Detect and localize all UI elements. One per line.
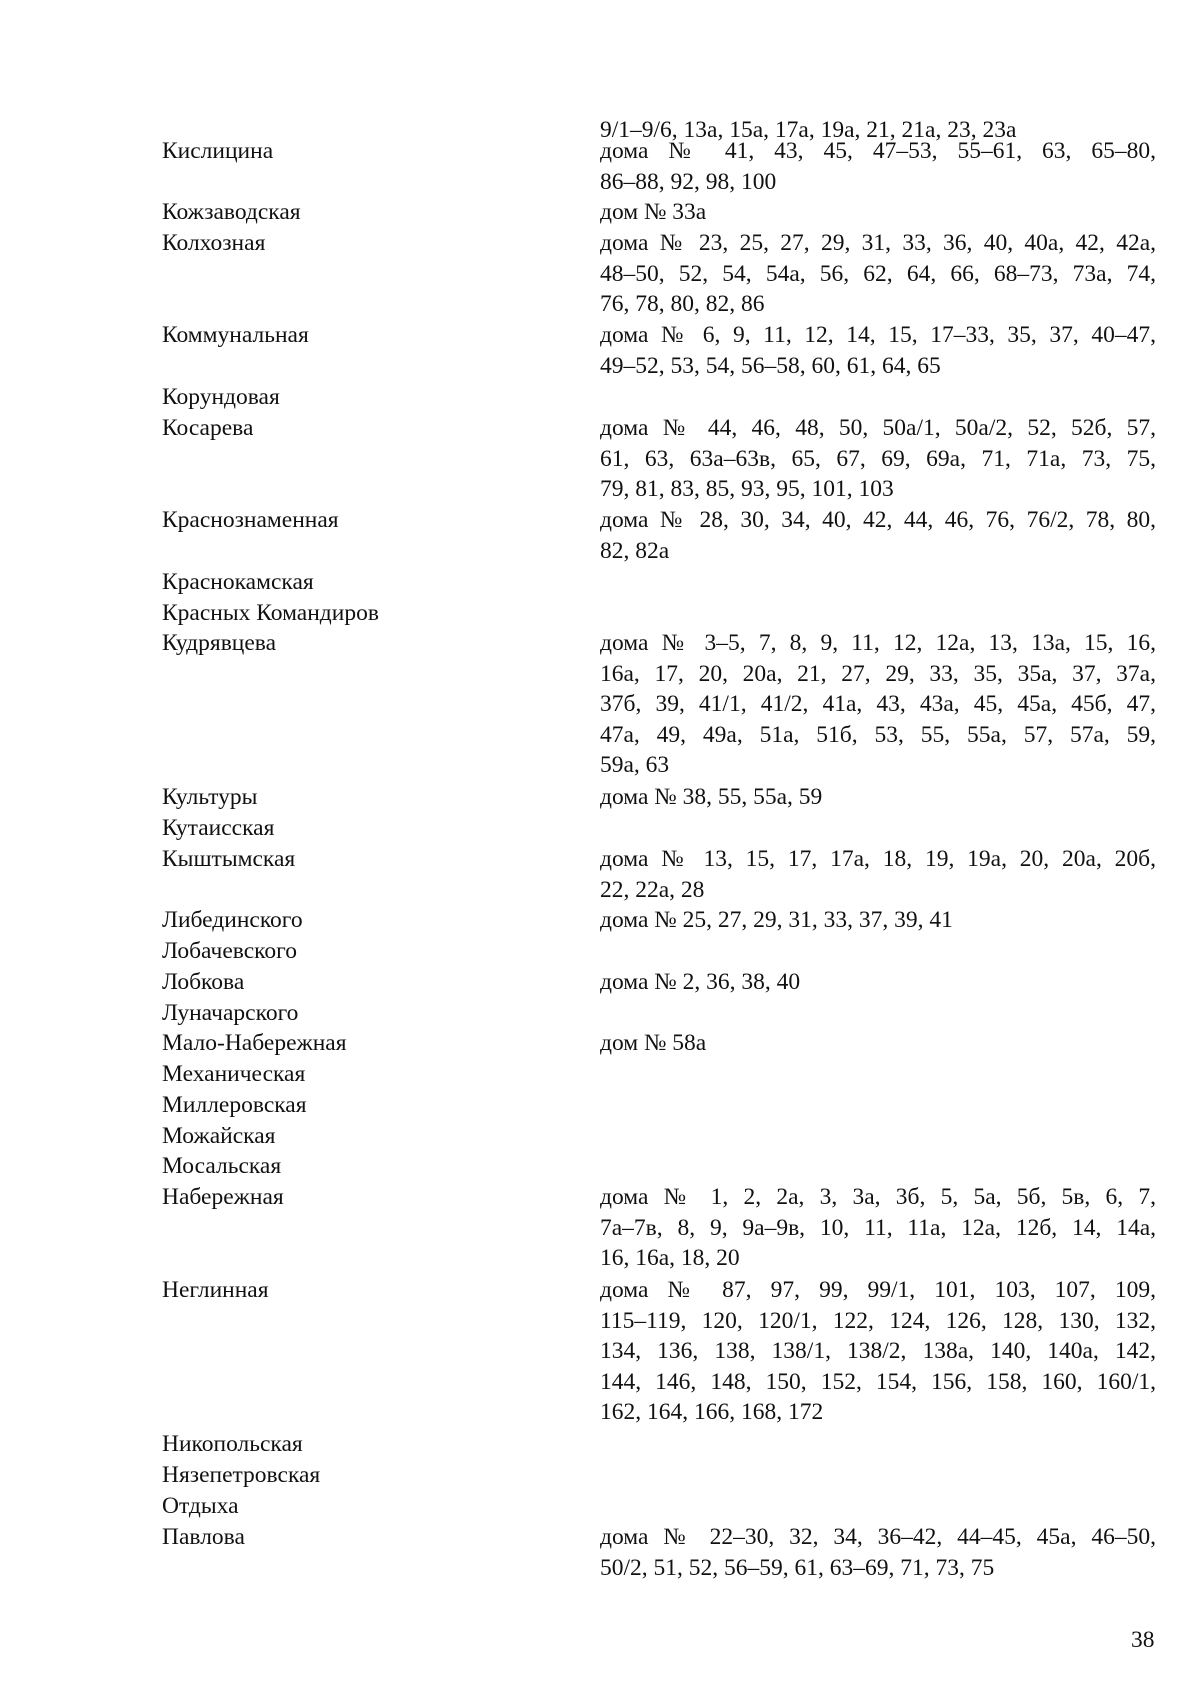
house-line: дома № 28, 30, 34, 40, 42, 44, 46, 76, 76/2, 78, 80, bbox=[600, 507, 1156, 533]
street-name: Коммунальная bbox=[162, 322, 309, 348]
street-name: Колхозная bbox=[162, 230, 266, 256]
house-line: 37б, 39, 41/1, 41/2, 41а, 43, 43а, 45, 45а, 45б, 47, bbox=[600, 691, 1156, 718]
house-line: 16а, 17, 20, 20а, 21, 27, 29, 33, 35, 35а, 37, 37а, bbox=[600, 660, 1156, 687]
house-line: 50/2, 51, 52, 56–59, 61, 63–69, 71, 73, 75 bbox=[600, 1554, 995, 1581]
street-name: Отдыха bbox=[162, 1493, 239, 1519]
street-name: Кыштымская bbox=[162, 846, 296, 872]
street-name: Культуры bbox=[162, 784, 258, 810]
house-line: дома № 6, 9, 11, 12, 14, 15, 17–33, 35, 37, 40–47, bbox=[600, 322, 1156, 348]
street-name: Кислицина bbox=[162, 138, 274, 164]
house-list bbox=[600, 197, 1156, 228]
street-name: Мосальская bbox=[162, 1153, 282, 1179]
house-line: 79, 81, 83, 85, 93, 95, 101, 103 bbox=[600, 476, 894, 503]
house-line: 47а, 49, 49а, 51а, 51б, 53, 55, 55а, 57, 57а, 59, bbox=[600, 721, 1156, 748]
house-list bbox=[600, 136, 1156, 197]
house-list bbox=[600, 782, 1156, 813]
house-list bbox=[600, 844, 1156, 905]
street-name: Краснознаменная bbox=[162, 507, 339, 533]
house-line: дом № 33а bbox=[600, 199, 707, 225]
street-name: Можайская bbox=[162, 1123, 276, 1149]
street-name: Неглинная bbox=[162, 1277, 269, 1303]
street-name: Либединского bbox=[162, 907, 303, 933]
house-line: дома № 2, 36, 38, 40 bbox=[600, 969, 801, 995]
house-list bbox=[600, 905, 1156, 936]
house-list bbox=[600, 1522, 1156, 1583]
house-line: дома № 87, 97, 99, 99/1, 101, 103, 107, 109, bbox=[600, 1277, 1156, 1303]
house-line: дома № 25, 27, 29, 31, 33, 37, 39, 41 bbox=[600, 907, 953, 933]
street-name: Лобачевского bbox=[162, 938, 297, 964]
house-list bbox=[600, 1182, 1156, 1274]
street-name: Нязепетровская bbox=[162, 1462, 321, 1488]
house-line: 49–52, 53, 54, 56–58, 60, 61, 64, 65 bbox=[600, 352, 941, 379]
house-line: дома № 23, 25, 27, 29, 31, 33, 36, 40, 40а, 42, 42а, bbox=[600, 230, 1156, 256]
street-name: Набережная bbox=[162, 1184, 284, 1210]
house-line: 86–88, 92, 98, 100 bbox=[600, 168, 777, 195]
house-line: дома № 44, 46, 48, 50, 50а/1, 50а/2, 52, 52б, 57, bbox=[600, 415, 1156, 441]
street-name: Мало-Набережная bbox=[162, 1030, 347, 1056]
house-line: дома № 13, 15, 17, 17а, 18, 19, 19а, 20, 20а, 20б, bbox=[600, 846, 1156, 872]
house-list bbox=[600, 628, 1156, 781]
house-line: дома № 41, 43, 45, 47–53, 55–61, 63, 65–80, bbox=[600, 138, 1156, 164]
house-line: 16, 16а, 18, 20 bbox=[600, 1245, 740, 1272]
house-line: 7а–7в, 8, 9, 9а–9в, 10, 11, 11а, 12а, 12б, 14, 14а, bbox=[600, 1214, 1156, 1241]
house-line: дома № 1, 2, 2а, 3, 3а, 3б, 5, 5а, 5б, 5в, 6, 7, bbox=[600, 1184, 1156, 1210]
house-list bbox=[600, 1028, 1156, 1059]
house-line: 134, 136, 138, 138/1, 138/2, 138а, 140, 140а, 142, bbox=[600, 1338, 1156, 1365]
house-line: 59а, 63 bbox=[600, 752, 670, 779]
street-name: Косарева bbox=[162, 415, 254, 441]
street-name: Луначарского bbox=[162, 1000, 299, 1026]
house-line: 61, 63, 63а–63в, 65, 67, 69, 69а, 71, 71а, 73, 75, bbox=[600, 445, 1156, 472]
house-list bbox=[600, 320, 1156, 381]
street-name: Лобкова bbox=[162, 969, 245, 995]
house-line: дома № 38, 55, 55а, 59 bbox=[600, 784, 823, 810]
street-name: Миллеровская bbox=[162, 1092, 307, 1118]
house-line: дома № 22–30, 32, 34, 36–42, 44–45, 45а, 46–50, bbox=[600, 1524, 1156, 1550]
street-name: Механическая bbox=[162, 1061, 306, 1087]
house-line: 22, 22а, 28 bbox=[600, 876, 705, 903]
street-name: Кудрявцева bbox=[162, 630, 277, 656]
house-line: 9/1–9/6, 13а, 15а, 17а, 19а, 21, 21а, 23, 23а bbox=[600, 117, 1017, 143]
house-list bbox=[600, 505, 1156, 566]
house-line: 82, 82а bbox=[600, 537, 670, 564]
house-line: 48–50, 52, 54, 54а, 56, 62, 64, 66, 68–73, 73а, 74, bbox=[600, 260, 1156, 287]
house-list bbox=[600, 967, 1156, 998]
street-name: Красных Командиров bbox=[162, 600, 379, 626]
street-name: Павлова bbox=[162, 1524, 245, 1550]
house-line: 115–119, 120, 120/1, 122, 124, 126, 128, 130, 132, bbox=[600, 1307, 1156, 1334]
street-name: Краснокамская bbox=[162, 569, 314, 595]
street-name: Никопольская bbox=[162, 1431, 303, 1457]
house-list bbox=[600, 228, 1156, 320]
street-name: Корундовая bbox=[162, 384, 280, 410]
house-line: 76, 78, 80, 82, 86 bbox=[600, 291, 765, 318]
house-line: 162, 164, 166, 168, 172 bbox=[600, 1399, 824, 1426]
house-list bbox=[600, 413, 1156, 505]
page-number: 38 bbox=[1131, 1627, 1155, 1653]
street-name: Кутаисская bbox=[162, 815, 275, 841]
house-line: 144, 146, 148, 150, 152, 154, 156, 158, 160, 160/1, bbox=[600, 1368, 1156, 1395]
house-line: дом № 58а bbox=[600, 1030, 707, 1056]
house-list bbox=[600, 1275, 1156, 1428]
house-line: дома № 3–5, 7, 8, 9, 11, 12, 12а, 13, 13а, 15, 16, bbox=[600, 630, 1156, 656]
street-name: Кожзаводская bbox=[162, 199, 301, 225]
